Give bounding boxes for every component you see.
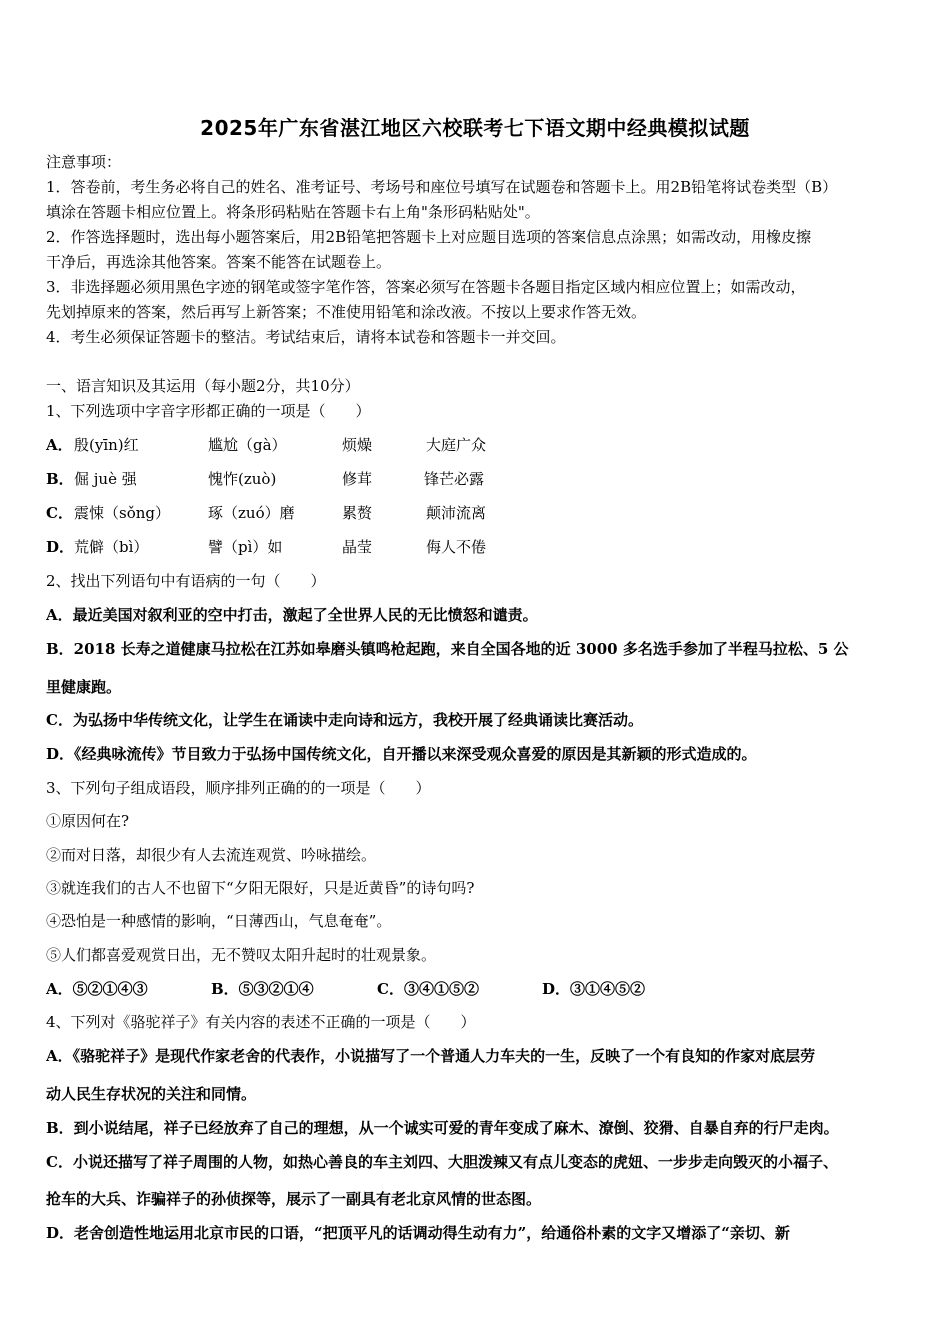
q3-option-b: B．⑤③②①④ <box>211 980 314 998</box>
option-item: 锋芒必露 <box>424 470 485 488</box>
notice-line: 1．答卷前，考生务必将自己的姓名、准考证号、考场号和座位号填写在试题卷和答题卡上。用2B铅笔将试卷类型（B） <box>46 178 838 196</box>
option-item: 倔 juè 强 <box>74 470 137 488</box>
q3-option-d: D．③①④⑤② <box>542 980 646 998</box>
page-title: 2025年广东省湛江地区六校联考七下语文期中经典模拟试题 <box>200 116 750 140</box>
question-stem: 4、下列对《骆驼祥子》有关内容的表述不正确的一项是（ ） <box>46 1013 476 1031</box>
option-label: A． <box>46 436 73 454</box>
option-item: 晶莹 <box>342 538 373 556</box>
option-item: 累赘 <box>342 504 373 522</box>
q2-option-b: B．2018 长寿之道健康马拉松在江苏如皋磨头镇鸣枪起跑，来自全国各地的近 3000 多名选手参加了半程马拉松、5 公 <box>46 640 849 658</box>
q3-sentence: ⑤人们都喜爱观赏日出，无不赞叹太阳升起时的壮观景象。 <box>46 946 437 964</box>
option-item: 愧怍(zuò) <box>208 470 277 488</box>
q3-sentence: ③就连我们的古人不也留下“夕阳无限好，只是近黄昏”的诗句吗? <box>46 879 475 897</box>
q3-sentence: ①原因何在? <box>46 812 130 830</box>
q4-option-b: B．到小说结尾，祥子已经放弃了自己的理想，从一个诚实可爱的青年变成了麻木、潦倒、狡猾、自暴自弃的行尸走肉。 <box>46 1119 839 1137</box>
q2-option-a: A．最近美国对叙利亚的空中打击，激起了全世界人民的无比愤怒和谴责。 <box>46 606 538 624</box>
q3-option-c: C．③④①⑤② <box>377 980 479 998</box>
option-item: 修茸 <box>342 470 373 488</box>
option-item: 大庭广众 <box>426 436 487 454</box>
option-item: 尴尬（gà） <box>208 436 287 454</box>
option-item: 烦燥 <box>342 436 373 454</box>
option-item: 荒僻（bì） <box>74 538 149 556</box>
notice-heading: 注意事项： <box>46 153 122 171</box>
question-stem: 3、下列句子组成语段，顺序排列正确的的一项是（ ） <box>46 779 431 797</box>
q2-option-c: C．为弘扬中华传统文化，让学生在诵读中走向诗和远方，我校开展了经典诵读比赛活动。 <box>46 711 643 729</box>
option-item: 颠沛流离 <box>426 504 487 522</box>
notice-line: 干净后，再选涂其他答案。答案不能答在试题卷上。 <box>46 253 392 271</box>
question-stem: 2、找出下列语句中有语病的一句（ ） <box>46 572 326 590</box>
notice-line: 填涂在答题卡相应位置上。将条形码粘贴在答题卡右上角"条形码粘贴处"。 <box>46 203 540 221</box>
option-item: 琢（zuó）磨 <box>208 504 295 522</box>
option-label: D． <box>46 538 75 556</box>
notice-line: 4．考生必须保证答题卡的整洁。考试结束后，请将本试卷和答题卡一并交回。 <box>46 328 566 346</box>
section-heading: 一、语言知识及其运用（每小题2分，共10分） <box>46 377 360 395</box>
q4-option-c-cont: 抢车的大兵、诈骗祥子的孙侦探等，展示了一副具有老北京风情的世态图。 <box>46 1190 542 1208</box>
question-stem: 1、下列选项中字音字形都正确的一项是（ ） <box>46 402 371 420</box>
option-label: B． <box>46 470 74 488</box>
q4-option-d: D．老舍创造性地运用北京市民的口语，“把顶平凡的话调动得生动有力”，给通俗朴素的文字又增添了“亲切、新 <box>46 1224 790 1242</box>
notice-line: 2．作答选择题时，选出每小题答案后，用2B铅笔把答题卡上对应题目选项的答案信息点涂黑；如需改动，用橡皮擦 <box>46 228 812 246</box>
notice-line: 先划掉原来的答案，然后再写上新答案；不准使用铅笔和涂改液。不按以上要求作答无效。 <box>46 303 647 321</box>
q3-option-a: A．⑤②①④③ <box>46 980 148 998</box>
q1-option-b <box>46 469 906 489</box>
option-item: 譬（pì）如 <box>208 538 283 556</box>
q2-option-d: D．《经典咏流传》节目致力于弘扬中国传统文化，自开播以来深受观众喜爱的原因是其新颖的形式造成的。 <box>46 745 757 763</box>
q1-option-a <box>46 435 906 455</box>
option-item: 殷(yīn)红 <box>74 436 139 454</box>
q3-sentence: ②而对日落，却很少有人去流连观赏、吟咏描绘。 <box>46 846 377 864</box>
option-item: 侮人不倦 <box>426 538 487 556</box>
q4-option-c: C．小说还描写了祥子周围的人物，如热心善良的车主刘四、大胆泼辣又有点儿变态的虎妞、一步步走向毁灭的小福子、 <box>46 1153 838 1171</box>
notice-line: 3．非选择题必须用黑色字迹的钢笔或签字笔作答，答案必须写在答题卡各题目指定区域内相应位置上；如需改动， <box>46 278 806 296</box>
q1-option-d <box>46 537 906 557</box>
q3-options <box>46 979 906 999</box>
q4-option-a-cont: 动人民生存状况的关注和同情。 <box>46 1085 257 1103</box>
q2-option-b-cont: 里健康跑。 <box>46 678 122 696</box>
q4-option-a: A．《骆驼祥子》是现代作家老舍的代表作，小说描写了一个普通人力车夫的一生，反映了一个有良知的作家对底层劳 <box>46 1047 816 1065</box>
q1-option-c <box>46 503 906 523</box>
q3-sentence: ④恐怕是一种感情的影响，“日薄西山，气息奄奄”。 <box>46 912 392 930</box>
option-label: C． <box>46 504 73 522</box>
option-item: 震悚（sǒng） <box>74 504 170 522</box>
